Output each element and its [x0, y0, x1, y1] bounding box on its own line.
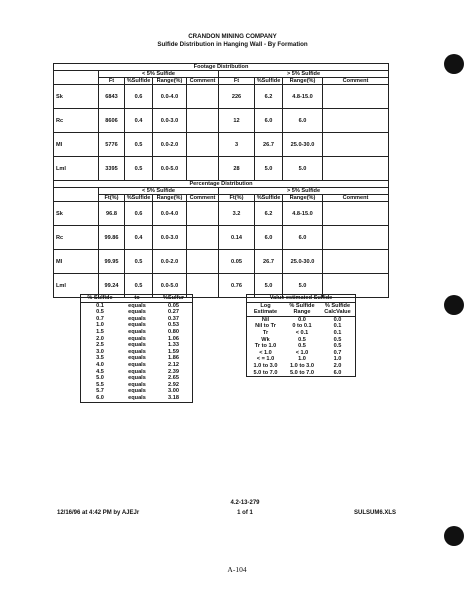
conversion-row: 3.0 equals 1.59: [96, 348, 179, 355]
page-label: A-104: [227, 565, 247, 574]
percentage-caption: Percentage Distribution: [54, 181, 389, 188]
conversion-row: 5.0 equals 2.65: [96, 375, 179, 382]
page-count: 1 of 1: [237, 510, 253, 516]
percentage-col-headers: Ft(%) %Sulfide Range(%) Comment Ft(%) %Sulfide Range(%) Comment: [54, 195, 389, 202]
conversion-row: 1.0 equals 0.53: [96, 322, 179, 329]
percentage-row-ml: Ml 99.95 0.5 0.0-2.0 0.05 26.7 25.0-30.0: [54, 250, 389, 274]
document-number: 4.2-13-279: [230, 500, 260, 506]
conversion-row: 0.1 equals 0.05: [96, 302, 179, 309]
estimates-row: Nil to Tr 0 to 0.1 0.1: [255, 323, 342, 330]
footage-group-high: > 5% Sulfide: [219, 71, 389, 78]
percentage-row-lml: Lml 99.24 0.5 0.0-5.0 0.76 5.0 5.0: [54, 274, 389, 298]
percentage-group-high: > 5% Sulfide: [219, 188, 389, 195]
percentage-group-low: < 5% Sulfide: [99, 188, 219, 195]
punch-hole: [444, 54, 464, 74]
percentage-row-rc: Rc 99.86 0.4 0.0-3.0 0.14 6.0 6.0: [54, 226, 389, 250]
conversion-table: [80, 294, 193, 403]
file-name: SULSUM6.XLS: [354, 510, 397, 516]
conversion-row: 2.5 equals 1.33: [96, 342, 179, 349]
footage-caption: Footage Distribution: [54, 64, 389, 71]
footage-row-ml: Ml 5776 0.5 0.0-2.0 3 26.7 25.0-30.0: [54, 133, 389, 157]
print-timestamp: 12/16/96 at 4:42 PM by AJEJr: [57, 510, 140, 516]
estimates-row: 5.0 to 7.0 5.0 to 7.0 6.0: [253, 369, 342, 376]
conversion-row: 0.5 equals 0.27: [96, 309, 179, 316]
estimates-row: Tr to 1.0 0.5 0.5: [254, 343, 342, 350]
conversion-row: 5.5 equals 2.92: [96, 381, 179, 388]
estimates-row: Nil 0.0 0.0: [261, 316, 342, 323]
conversion-row: 0.7 equals 0.37: [96, 315, 179, 322]
estimates-row: 1.0 to 3.0 1.0 to 3.0 2.0: [253, 362, 342, 369]
percentage-row-sk: Sk 96.8 0.6 0.0-4.0 3.2 6.2 4.8-15.0: [54, 202, 389, 226]
conversion-row: 4.5 equals 2.39: [96, 368, 179, 375]
estimates-headers: Estimate Range CalcValue: [247, 309, 355, 316]
conversion-row: 5.7 equals 3.00: [96, 388, 179, 395]
percentage-table: [53, 180, 388, 298]
footage-col-headers: Ft %Sulfide Range(%) Comment Ft %Sulfide Range(%) Comment: [54, 78, 389, 85]
estimates-caption: Value estimated Sulfide: [269, 295, 333, 301]
estimates-row: < = 1.0 1.0 1.0: [256, 356, 342, 363]
footage-row-sk: Sk 6843 0.6 0.0-4.0 226 6.2 4.8-15.0: [54, 85, 389, 109]
footage-table: [53, 63, 388, 181]
estimates-headers: Log % Sulfide % Sulfide: [260, 302, 351, 309]
estimates-row: Tr < 0.1 0.1: [262, 329, 342, 336]
company-name: CRANDON MINING COMPANY: [188, 33, 277, 40]
conversion-row: 3.5 equals 1.86: [96, 355, 179, 362]
punch-hole: [444, 295, 464, 315]
footage-row-lml: Lml 3395 0.5 0.0-5.0 28 5.0 5.0: [54, 157, 389, 181]
document-title: Sulfide Distribution in Hanging Wall - By Formation: [157, 41, 308, 48]
estimates-table: [246, 294, 356, 377]
footage-group-low: < 5% Sulfide: [99, 71, 219, 78]
estimates-row: < 1.0 < 1.0 0.7: [259, 349, 342, 356]
conversion-row: 4.0 equals 2.12: [96, 361, 179, 368]
estimates-row: Wk 0.5 0.5: [261, 336, 342, 343]
conversion-row: 6.0 equals 3.18: [96, 394, 179, 401]
conversion-row: 1.5 equals 0.80: [96, 328, 179, 335]
footage-row-rc: Rc 8606 0.4 0.0-3.0 12 6.0 6.0: [54, 109, 389, 133]
conversion-headers: % Sulfide to %Sulfur: [81, 295, 192, 302]
punch-hole: [444, 526, 464, 546]
conversion-row: 2.0 equals 1.06: [96, 335, 179, 342]
